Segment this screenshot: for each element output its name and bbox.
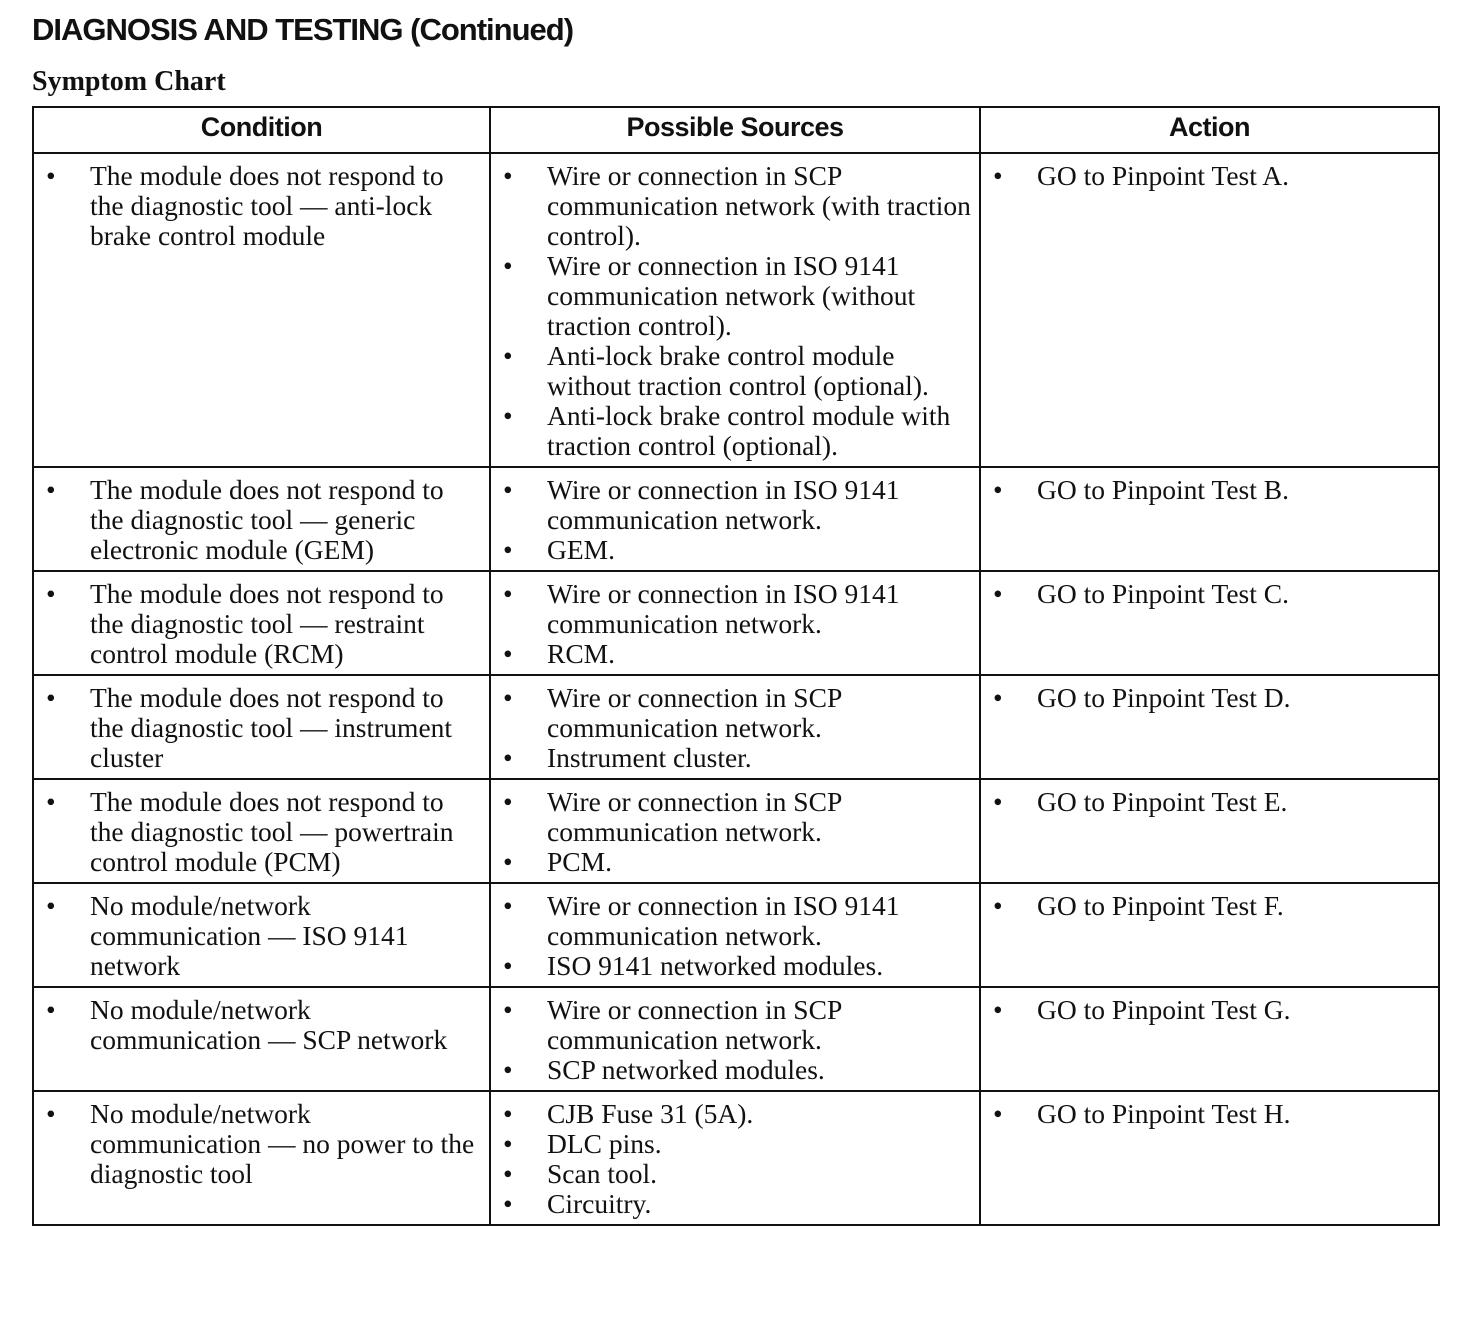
- possible-sources-cell: [490, 1091, 980, 1225]
- possible-sources-list: [499, 891, 971, 981]
- action-list: [989, 787, 1430, 817]
- possible-source-item: • Instrument cluster.: [499, 743, 971, 773]
- action-text: • GO to Pinpoint Test D.: [989, 683, 1430, 713]
- possible-sources-list: [499, 475, 971, 565]
- table-row: [33, 153, 1439, 467]
- condition-text: • The module does not respond to the diagnostic tool — restraint control module (RCM): [42, 579, 481, 669]
- possible-source-item: • SCP networked modules.: [499, 1055, 971, 1085]
- action-text: • GO to Pinpoint Test F.: [989, 891, 1430, 921]
- action-cell: [980, 1091, 1439, 1225]
- possible-source-item: • CJB Fuse 31 (5A).: [499, 1099, 971, 1129]
- possible-sources-header: Possible Sources: [490, 107, 980, 153]
- symptom-chart-table: [32, 106, 1440, 1226]
- possible-source-item: • RCM.: [499, 639, 971, 669]
- condition-text: • The module does not respond to the diagnostic tool — instrument cluster: [42, 683, 481, 773]
- possible-source-item: • Wire or connection in ISO 9141 communication network.: [499, 475, 971, 535]
- possible-source-item: • Wire or connection in SCP communication network.: [499, 995, 971, 1055]
- table-row: [33, 571, 1439, 675]
- possible-source-item: • Wire or connection in SCP communication network.: [499, 683, 971, 743]
- page-title: DIAGNOSIS AND TESTING (Continued): [32, 12, 574, 47]
- possible-source-item: • Wire or connection in SCP communication network (with traction control).: [499, 161, 971, 251]
- condition-text: • No module/network communication — no power to the diagnostic tool: [42, 1099, 481, 1189]
- condition-cell: [33, 675, 490, 779]
- condition-list: [42, 475, 481, 565]
- action-text: • GO to Pinpoint Test B.: [989, 475, 1430, 505]
- possible-source-item: • Wire or connection in ISO 9141 communication network.: [499, 891, 971, 951]
- possible-source-item: • Wire or connection in ISO 9141 communication network (without traction control).: [499, 251, 971, 341]
- action-list: [989, 683, 1430, 713]
- condition-text: • No module/network communication — SCP network: [42, 995, 481, 1055]
- possible-source-item: • Scan tool.: [499, 1159, 971, 1189]
- condition-cell: [33, 571, 490, 675]
- action-text: • GO to Pinpoint Test H.: [989, 1099, 1430, 1129]
- possible-sources-cell: [490, 883, 980, 987]
- possible-source-item: • ISO 9141 networked modules.: [499, 951, 971, 981]
- possible-sources-list: [499, 787, 971, 877]
- condition-text: • The module does not respond to the diagnostic tool — powertrain control module (PCM): [42, 787, 481, 877]
- possible-sources-cell: [490, 675, 980, 779]
- table-row: [33, 779, 1439, 883]
- header-row: [33, 107, 1439, 153]
- action-cell: [980, 153, 1439, 467]
- possible-sources-cell: [490, 987, 980, 1091]
- action-cell: [980, 675, 1439, 779]
- table-row: [33, 883, 1439, 987]
- possible-sources-cell: [490, 153, 980, 467]
- action-text: • GO to Pinpoint Test G.: [989, 995, 1430, 1025]
- action-cell: [980, 571, 1439, 675]
- condition-list: [42, 579, 481, 669]
- condition-list: [42, 683, 481, 773]
- condition-cell: [33, 987, 490, 1091]
- condition-cell: [33, 779, 490, 883]
- possible-sources-list: [499, 683, 971, 773]
- possible-source-item: • DLC pins.: [499, 1129, 971, 1159]
- condition-cell: [33, 153, 490, 467]
- possible-sources-cell: [490, 467, 980, 571]
- condition-text: • The module does not respond to the diagnostic tool — generic electronic module (GEM): [42, 475, 481, 565]
- possible-sources-list: [499, 579, 971, 669]
- action-cell: [980, 987, 1439, 1091]
- action-list: [989, 995, 1430, 1025]
- condition-list: [42, 787, 481, 877]
- action-cell: [980, 779, 1439, 883]
- possible-source-item: • Wire or connection in SCP communication network.: [499, 787, 971, 847]
- condition-cell: [33, 467, 490, 571]
- possible-sources-list: [499, 995, 971, 1085]
- action-text: • GO to Pinpoint Test E.: [989, 787, 1430, 817]
- possible-sources-list: [499, 161, 971, 461]
- table-row: [33, 987, 1439, 1091]
- action-text: • GO to Pinpoint Test C.: [989, 579, 1430, 609]
- table-row: [33, 1091, 1439, 1225]
- possible-source-item: • Anti-lock brake control module with traction control (optional).: [499, 401, 971, 461]
- possible-sources-list: [499, 1099, 971, 1219]
- action-list: [989, 579, 1430, 609]
- action-header: Action: [980, 107, 1439, 153]
- possible-source-item: • Circuitry.: [499, 1189, 971, 1219]
- condition-text: • The module does not respond to the diagnostic tool — anti-lock brake control module: [42, 161, 481, 251]
- condition-list: [42, 1099, 481, 1189]
- condition-list: [42, 995, 481, 1055]
- possible-source-item: • Anti-lock brake control module without traction control (optional).: [499, 341, 971, 401]
- condition-list: [42, 161, 481, 251]
- action-text: • GO to Pinpoint Test A.: [989, 161, 1430, 191]
- action-list: [989, 1099, 1430, 1129]
- action-list: [989, 161, 1430, 191]
- table-row: [33, 467, 1439, 571]
- possible-source-item: • Wire or connection in ISO 9141 communication network.: [499, 579, 971, 639]
- action-list: [989, 475, 1430, 505]
- condition-cell: [33, 883, 490, 987]
- action-cell: [980, 883, 1439, 987]
- possible-sources-cell: [490, 779, 980, 883]
- table-row: [33, 675, 1439, 779]
- condition-cell: [33, 1091, 490, 1225]
- possible-sources-cell: [490, 571, 980, 675]
- section-title: Symptom Chart: [32, 66, 226, 97]
- possible-source-item: • GEM.: [499, 535, 971, 565]
- condition-text: • No module/network communication — ISO 9141 network: [42, 891, 481, 981]
- condition-header: Condition: [33, 107, 490, 153]
- condition-list: [42, 891, 481, 981]
- action-cell: [980, 467, 1439, 571]
- possible-source-item: • PCM.: [499, 847, 971, 877]
- action-list: [989, 891, 1430, 921]
- table-body: [33, 153, 1439, 1225]
